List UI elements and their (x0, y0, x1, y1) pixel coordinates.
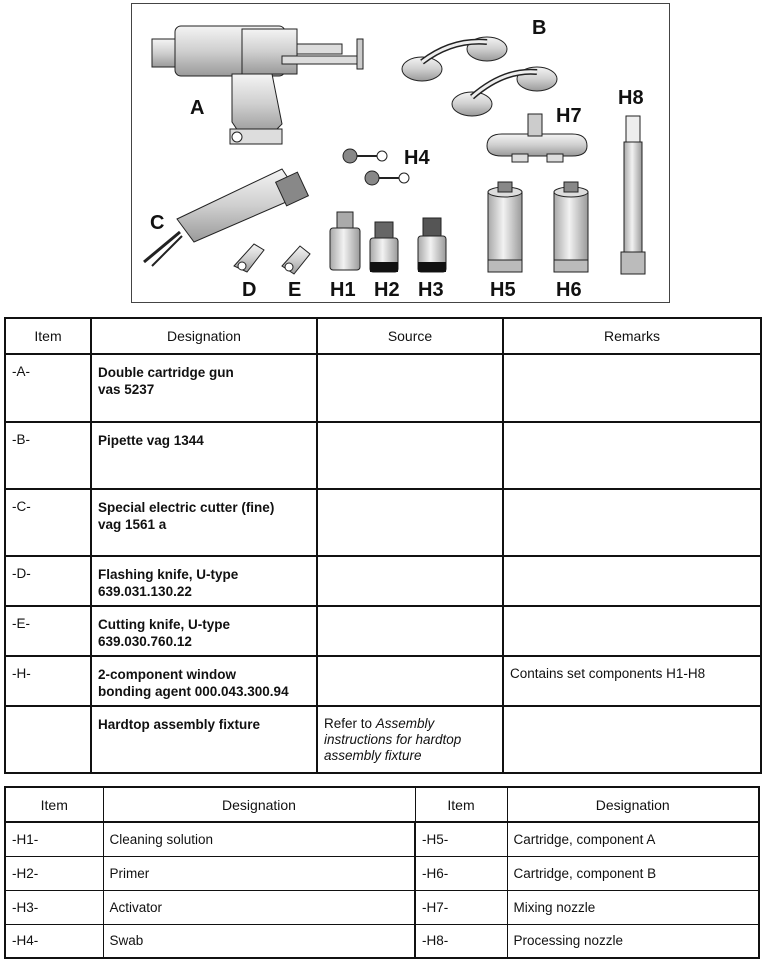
set-components-table (4, 786, 760, 959)
row-source (317, 706, 503, 773)
row-remarks (503, 422, 761, 489)
designation-line: 2-component window (98, 667, 236, 682)
designation-line: 639.030.760.12 (98, 634, 192, 649)
cartridge-h5-drawing (488, 182, 522, 272)
header-source: Source (317, 318, 503, 354)
designation-line: Flashing knife, U-type (98, 567, 239, 582)
electric-cutter-drawing (144, 169, 308, 266)
header-item-2: Item (415, 787, 507, 822)
label-h2: H2 (374, 279, 400, 301)
row-item: -A- (5, 354, 91, 422)
row-item: -H3- (5, 890, 103, 924)
row-designation: Cleaning solution (103, 822, 415, 856)
label-d: D (242, 279, 257, 301)
row-designation: Swab (103, 924, 415, 958)
row-item: -H1- (5, 822, 103, 856)
tools-drawing (132, 4, 669, 302)
row-item-2: -H6- (415, 856, 507, 890)
label-h5: H5 (490, 279, 516, 301)
row-designation (91, 354, 317, 422)
header-remarks: Remarks (503, 318, 761, 354)
flashing-knife-drawing (234, 244, 264, 272)
row-remarks (503, 606, 761, 656)
bottle-h3-drawing (418, 218, 446, 272)
row-designation (91, 606, 317, 656)
row-source (317, 354, 503, 422)
table-row (5, 606, 761, 656)
label-h7: H7 (556, 105, 582, 127)
swab-drawing (343, 149, 409, 185)
row-source (317, 606, 503, 656)
row-designation: Activator (103, 890, 415, 924)
label-h8: H8 (618, 87, 644, 109)
table-row (5, 656, 761, 706)
header-designation: Designation (91, 318, 317, 354)
table-row (5, 856, 759, 890)
row-item: -H2- (5, 856, 103, 890)
source-reference-text: Assembly instructions for hardtop assembly fixture (324, 716, 462, 763)
row-item: -C- (5, 489, 91, 556)
set-table-header (5, 787, 759, 822)
row-source (317, 556, 503, 606)
label-h3: H3 (418, 279, 444, 301)
row-remarks (503, 354, 761, 422)
label-b: B (532, 17, 547, 39)
row-designation (91, 656, 317, 706)
table-row (5, 422, 761, 489)
row-designation-2: Processing nozzle (507, 924, 759, 958)
table-row (5, 556, 761, 606)
designation-line: vas 5237 (98, 382, 155, 397)
row-item: -B- (5, 422, 91, 489)
source-lead-text: Refer to (324, 716, 376, 731)
table-row (5, 924, 759, 958)
label-h6: H6 (556, 279, 582, 301)
table-row (5, 822, 759, 856)
row-designation-2: Mixing nozzle (507, 890, 759, 924)
designation-line: bonding agent 000.043.300.94 (98, 684, 289, 699)
label-c: C (150, 212, 165, 234)
table-row (5, 489, 761, 556)
row-designation (91, 489, 317, 556)
header-item: Item (5, 318, 91, 354)
designation-line: Double cartridge gun (98, 365, 234, 380)
row-source (317, 656, 503, 706)
row-remarks (503, 706, 761, 773)
row-designation (91, 556, 317, 606)
row-designation (91, 422, 317, 489)
cartridge-h6-drawing (554, 182, 588, 272)
label-h1: H1 (330, 279, 356, 301)
tools-illustration (131, 3, 670, 303)
row-item (5, 706, 91, 773)
designation-line: Special electric cutter (fine) (98, 500, 275, 515)
designation-line: Hardtop assembly fixture (98, 717, 261, 732)
bottle-h1-drawing (330, 212, 360, 270)
table-row (5, 706, 761, 773)
row-item-2: -H7- (415, 890, 507, 924)
row-item-2: -H5- (415, 822, 507, 856)
pipette-drawing (402, 37, 557, 116)
designation-line: Cutting knife, U-type (98, 617, 230, 632)
processing-nozzle-drawing (621, 116, 645, 274)
label-h4: H4 (404, 147, 430, 169)
row-item: -H- (5, 656, 91, 706)
row-item: -D- (5, 556, 91, 606)
table-row (5, 354, 761, 422)
tools-table-header (5, 318, 761, 354)
row-item: -E- (5, 606, 91, 656)
row-designation: Primer (103, 856, 415, 890)
row-remarks (503, 556, 761, 606)
table-row (5, 890, 759, 924)
row-item: -H4- (5, 924, 103, 958)
row-source (317, 422, 503, 489)
designation-line: Pipette vag 1344 (98, 433, 204, 448)
bottle-h2-drawing (370, 222, 398, 272)
row-designation-2: Cartridge, component A (507, 822, 759, 856)
designation-line: vag 1561 a (98, 517, 167, 532)
label-a: A (190, 97, 205, 119)
designation-line: 639.031.130.22 (98, 584, 192, 599)
header-designation-2: Designation (507, 787, 759, 822)
row-remarks: Contains set components H1-H8 (503, 656, 761, 706)
cartridge-gun-drawing (152, 26, 363, 144)
row-source (317, 489, 503, 556)
row-designation (91, 706, 317, 773)
tools-table (4, 317, 762, 774)
header-designation: Designation (103, 787, 415, 822)
row-remarks (503, 489, 761, 556)
row-designation-2: Cartridge, component B (507, 856, 759, 890)
header-item: Item (5, 787, 103, 822)
label-e: E (288, 279, 302, 301)
cutting-knife-drawing (282, 246, 310, 274)
row-item-2: -H8- (415, 924, 507, 958)
